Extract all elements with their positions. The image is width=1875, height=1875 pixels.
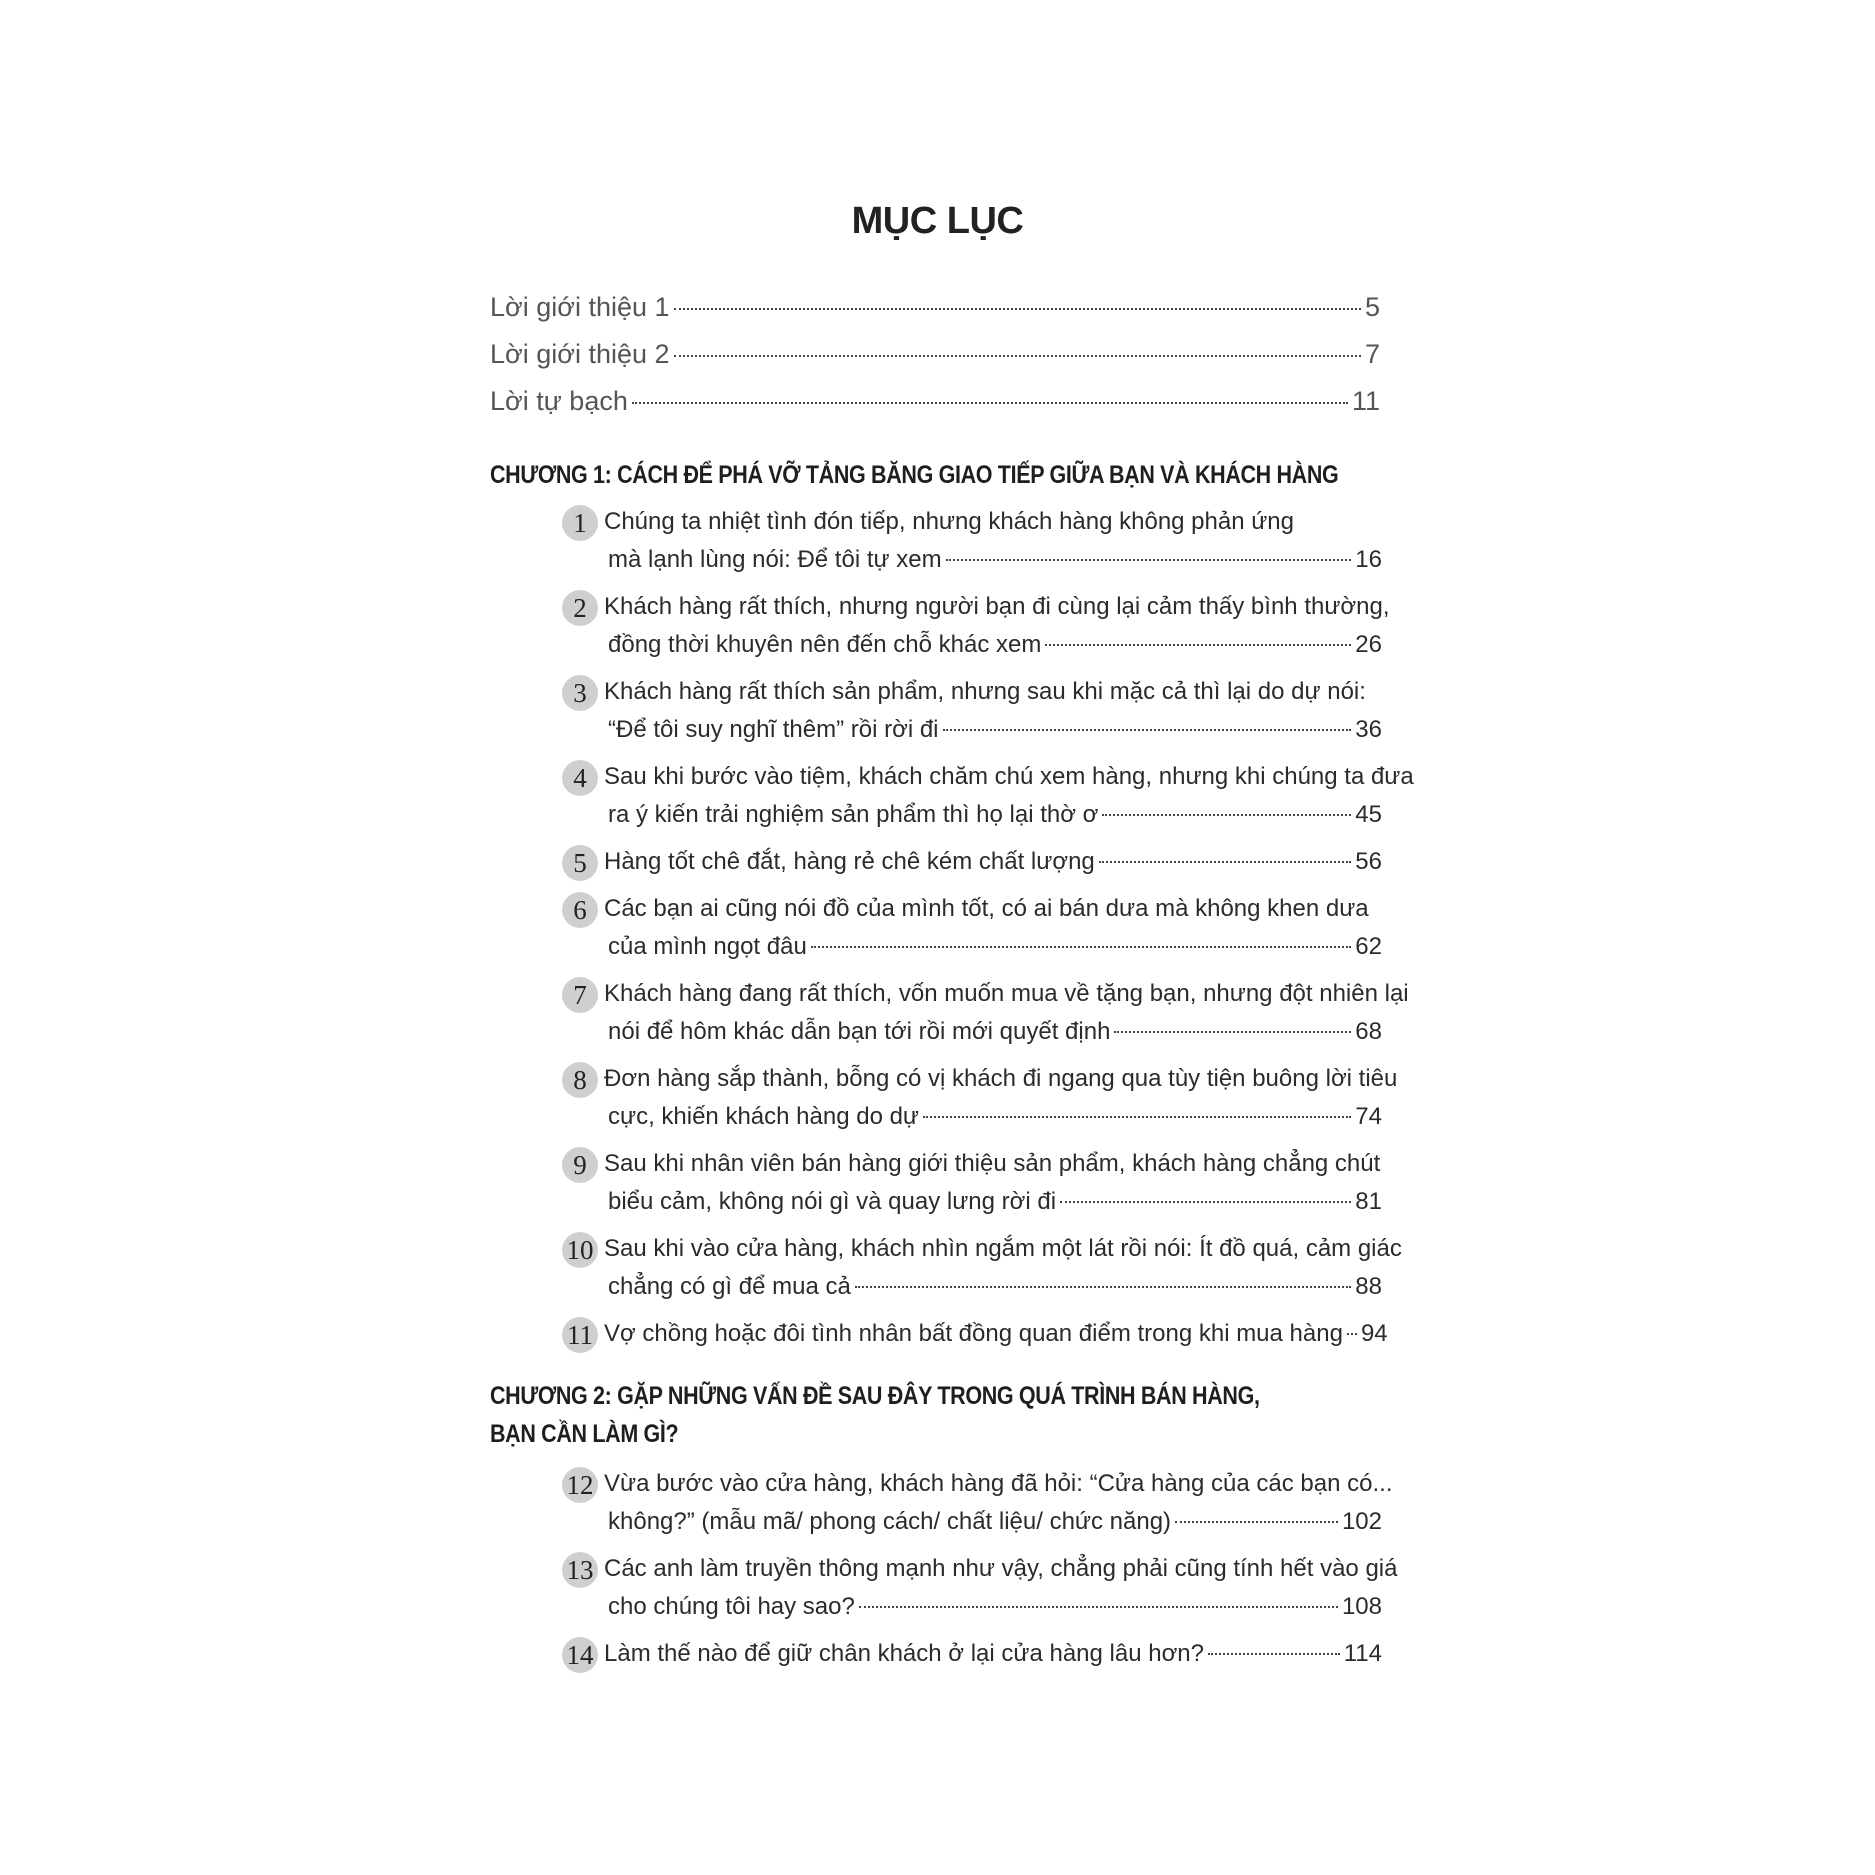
page-number: 114	[1343, 1640, 1382, 1667]
item-text-line2: không?” (mẫu mã/ phong cách/ chất liệu/ chức năng)	[608, 1508, 1172, 1535]
item-number-badge: 3	[562, 675, 598, 711]
item-number-badge: 12	[562, 1467, 598, 1503]
item-text: Làm thế nào để giữ chân khách ở lại cửa hàng lâu hơn?	[604, 1640, 1204, 1667]
dot-leader	[1347, 1333, 1357, 1335]
item-text-line1: Sau khi nhân viên bán hàng giới thiệu sản phẩm, khách hàng chẳng chút	[604, 1150, 1381, 1177]
item-text-line1: Các anh làm truyền thông mạnh như vậy, chẳng phải cũng tính hết vào giá	[604, 1555, 1398, 1582]
dot-leader	[1045, 644, 1351, 646]
dot-leader	[1114, 1031, 1351, 1033]
entry-text: Lời giới thiệu 2	[490, 339, 670, 369]
chapter-1-heading[interactable]: CHƯƠNG 1: CÁCH ĐỂ PHÁ VỠ TẢNG BĂNG GIAO TIẾP GIỮA BẠN VÀ KHÁCH HÀNG	[490, 461, 1339, 489]
item-text-line2: ra ý kiến trải nghiệm sản phẩm thì họ lại thờ ơ	[608, 801, 1099, 828]
page-number: 88	[1355, 1273, 1382, 1300]
item-number-badge: 9	[562, 1147, 598, 1183]
page-number: 16	[1355, 546, 1382, 573]
item-text: Hàng tốt chê đắt, hàng rẻ chê kém chất lượng	[604, 848, 1095, 875]
dot-leader	[632, 402, 1348, 404]
item-text-line1: Khách hàng đang rất thích, vốn muốn mua về tặng bạn, nhưng đột nhiên lại	[604, 980, 1409, 1007]
dot-leader	[674, 308, 1361, 310]
dot-leader	[674, 355, 1361, 357]
item-number-badge: 13	[562, 1552, 598, 1588]
item-text-line2: cực, khiến khách hàng do dự	[608, 1103, 919, 1130]
item-text-line1: Khách hàng rất thích sản phẩm, nhưng sau khi mặc cả thì lại do dự nói:	[604, 678, 1366, 705]
item-number-badge: 4	[562, 760, 598, 796]
toc-entry-front-2[interactable]	[490, 339, 1380, 370]
entry-text: Lời giới thiệu 1	[490, 292, 670, 322]
chapter-2-heading-line1[interactable]: CHƯƠNG 2: GẶP NHỮNG VẤN ĐỀ SAU ĐÂY TRONG QUÁ TRÌNH BÁN HÀNG,	[490, 1382, 1260, 1410]
page-number: 68	[1355, 1018, 1382, 1045]
item-number-badge: 1	[562, 505, 598, 541]
dot-leader	[946, 559, 1352, 561]
item-number-badge: 11	[562, 1317, 598, 1353]
chapter-2-heading-line2[interactable]: BẠN CẦN LÀM GÌ?	[490, 1420, 679, 1448]
page-title: MỤC LỤC	[851, 200, 1024, 242]
item-number-badge: 2	[562, 590, 598, 626]
item-number-badge: 8	[562, 1062, 598, 1098]
page-number: 26	[1355, 631, 1382, 658]
dot-leader	[1099, 861, 1352, 863]
dot-leader	[859, 1606, 1338, 1608]
item-number-badge: 14	[562, 1637, 598, 1673]
toc-entry-front-1[interactable]	[490, 292, 1380, 323]
item-text: Vợ chồng hoặc đôi tình nhân bất đồng quan điểm trong khi mua hàng	[604, 1320, 1343, 1347]
dot-leader	[811, 946, 1351, 948]
page-number: 45	[1355, 801, 1382, 828]
entry-text: Lời tự bạch	[490, 386, 628, 416]
item-text-line2: chẳng có gì để mua cả	[608, 1273, 851, 1300]
item-number-badge: 6	[562, 892, 598, 928]
dot-leader	[1060, 1201, 1351, 1203]
page-number: 56	[1355, 848, 1382, 875]
item-text-line1: Các bạn ai cũng nói đồ của mình tốt, có ai bán dưa mà không khen dưa	[604, 895, 1369, 922]
item-number-badge: 7	[562, 977, 598, 1013]
item-text-line2: mà lạnh lùng nói: Để tôi tự xem	[608, 546, 942, 573]
item-number-badge: 5	[562, 845, 598, 881]
page-number: 81	[1355, 1188, 1382, 1215]
item-number-badge: 10	[562, 1232, 598, 1268]
item-text-line2: “Để tôi suy nghĩ thêm” rồi rời đi	[608, 716, 939, 743]
dot-leader	[943, 729, 1352, 731]
item-text-line2: cho chúng tôi hay sao?	[608, 1593, 855, 1620]
page-number: 74	[1355, 1103, 1382, 1130]
page-number: 94	[1360, 1320, 1388, 1347]
item-text-line2: của mình ngọt đâu	[608, 933, 807, 960]
item-text-line2: đồng thời khuyên nên đến chỗ khác xem	[608, 631, 1042, 658]
dot-leader	[1102, 814, 1351, 816]
item-text-line2: nói để hôm khác dẫn bạn tới rồi mới quyết định	[608, 1018, 1111, 1045]
page-number: 36	[1355, 716, 1382, 743]
page-number: 7	[1364, 339, 1380, 369]
page-number: 5	[1364, 292, 1380, 322]
item-text-line1: Chúng ta nhiệt tình đón tiếp, nhưng khách hàng không phản ứng	[604, 508, 1294, 535]
toc-entry-front-3[interactable]	[490, 386, 1380, 417]
item-text-line2: biểu cảm, không nói gì và quay lưng rời đi	[608, 1188, 1057, 1215]
item-text-line1: Sau khi vào cửa hàng, khách nhìn ngắm một lát rồi nói: Ít đồ quá, cảm giác	[604, 1235, 1402, 1262]
dot-leader	[1208, 1653, 1340, 1655]
item-text-line1: Khách hàng rất thích, nhưng người bạn đi cùng lại cảm thấy bình thường,	[604, 593, 1390, 620]
dot-leader	[923, 1116, 1351, 1118]
dot-leader	[1175, 1521, 1338, 1523]
item-text-line1: Sau khi bước vào tiệm, khách chăm chú xem hàng, nhưng khi chúng ta đưa	[604, 763, 1414, 790]
dot-leader	[855, 1286, 1351, 1288]
page-number: 11	[1351, 386, 1380, 416]
page-number: 62	[1355, 933, 1382, 960]
item-text-line1: Vừa bước vào cửa hàng, khách hàng đã hỏi: “Cửa hàng của các bạn có...	[604, 1470, 1393, 1497]
item-text-line1: Đơn hàng sắp thành, bỗng có vị khách đi ngang qua tùy tiện buông lời tiêu	[604, 1065, 1398, 1092]
page-number: 102	[1341, 1508, 1382, 1535]
page-number: 108	[1341, 1593, 1382, 1620]
